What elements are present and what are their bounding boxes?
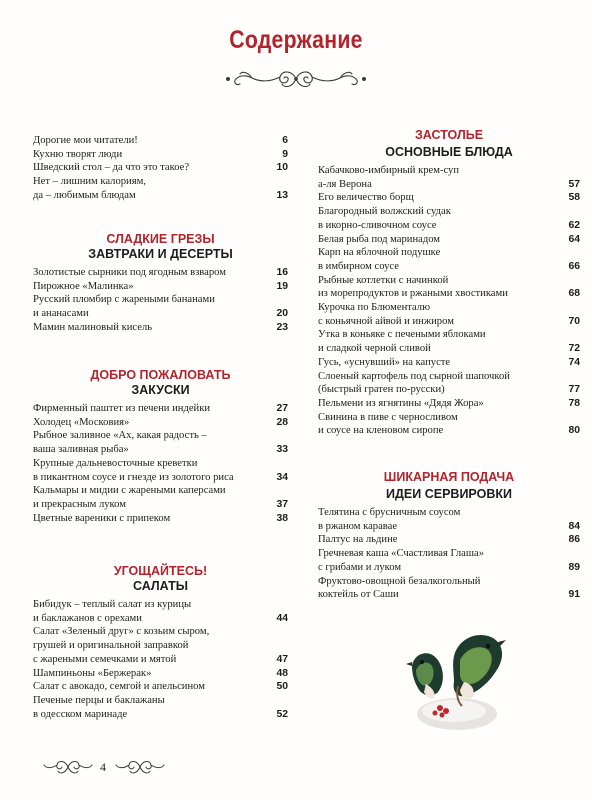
toc-entry[interactable]	[318, 506, 580, 533]
toc-entry-title-text: и соусе на кленовом сиропе	[318, 425, 444, 437]
toc-entry-title-line: Слоеный картофель под сырной шапочкой	[318, 370, 510, 382]
section-heading: ШИКАРНАЯ ПОДАЧА	[383, 470, 515, 484]
toc-entry-title-line: Кальмары и мидии с жареными каперсами	[33, 485, 226, 497]
toc-entry-page-number: 86	[568, 534, 580, 546]
toc-entry[interactable]	[33, 680, 288, 694]
toc-entry-title-line	[33, 680, 288, 694]
toc-entry-title-line	[318, 356, 580, 370]
toc-entry-page-number: 74	[568, 356, 580, 368]
toc-entry[interactable]	[33, 694, 288, 721]
toc-entry-title-line: Салат «Зеленый друг» с козьим сыром,	[33, 626, 210, 638]
toc-entry-title-line: Печеные перцы и баклажаны	[33, 694, 165, 706]
toc-entry[interactable]	[33, 266, 288, 280]
toc-entry[interactable]	[33, 457, 288, 484]
toc-entry[interactable]	[33, 148, 288, 162]
toc-entry-title-line	[33, 161, 288, 175]
toc-entry-title-line	[33, 471, 288, 485]
toc-entry[interactable]	[318, 301, 580, 328]
toc-entry-page-number: 57	[568, 178, 580, 190]
toc-entry-title-text: Шведский стол – да что это такое?	[33, 162, 190, 174]
toc-entry-title-text: коктейль от Саши	[318, 589, 399, 601]
toc-entry[interactable]	[318, 547, 580, 574]
toc-entry-title-line	[33, 402, 288, 416]
section-subheading: САЛАТЫ	[133, 579, 188, 593]
toc-entry-title-text: Палтус на льдине	[318, 534, 398, 546]
toc-entry-title-text: Дорогие мои читатели!	[33, 135, 138, 146]
toc-entry-title-line	[318, 383, 580, 397]
toc-entry-title-line	[318, 287, 580, 301]
toc-entry-title-line	[318, 315, 580, 329]
toc-entry-title-text: в ржаном каравае	[318, 520, 398, 532]
toc-entry[interactable]	[33, 625, 288, 666]
toc-entry-title-text: Гусь, «уснувший» на капусте	[318, 356, 451, 368]
toc-entry-title-text: и сладкой черной сливой	[318, 343, 431, 355]
toc-entry-title-line	[33, 512, 288, 526]
toc-entry-title-line: Благородный волжский судак	[318, 206, 451, 218]
toc-entry-page-number: 58	[568, 192, 580, 204]
toc-entry-title-line: Рыбное заливное «Ах, какая радость –	[33, 430, 207, 442]
toc-entry-title-text: Салат с авокадо, семгой и апельсином	[33, 681, 205, 693]
toc-entry[interactable]	[33, 667, 288, 681]
toc-entry-title-text: Кухню творят люди	[33, 148, 123, 160]
toc-entry-title-text: в одесском маринаде	[33, 708, 128, 720]
toc-entry-page-number: 27	[276, 403, 288, 414]
section-heading: ДОБРО ПОЖАЛОВАТЬ	[90, 368, 231, 382]
toc-entry-title-line: Карп на яблочной подушке	[318, 247, 441, 259]
toc-entry-title-line	[33, 443, 288, 457]
toc-entry[interactable]	[33, 161, 288, 175]
toc-entry-page-number: 6	[282, 135, 288, 146]
page-number: 4	[100, 760, 106, 774]
toc-entry-title-text: Фирменный паштет из печени индейки	[33, 403, 211, 414]
toc-entry-page-number: 20	[276, 308, 288, 320]
toc-entry-page-number: 64	[568, 233, 580, 245]
toc-entry-title-text: Мамин малиновый кисель	[33, 321, 153, 333]
toc-entry-title-text: Пирожное «Малинка»	[33, 280, 134, 292]
toc-entry-page-number: 84	[568, 520, 580, 532]
toc-entry-title-line	[33, 134, 288, 148]
toc-entry-title-line	[318, 561, 580, 575]
toc-entry-title-line	[33, 612, 288, 626]
toc-entry[interactable]	[33, 321, 288, 335]
toc-entry-page-number: 70	[568, 315, 580, 327]
toc-entry-page-number: 47	[276, 653, 288, 665]
toc-entry-title-line	[33, 307, 288, 321]
toc-entry[interactable]	[318, 274, 580, 301]
toc-entry-title-line	[318, 342, 580, 356]
toc-entry[interactable]	[33, 280, 288, 294]
toc-entry-title-text: Холодец «Московия»	[33, 416, 130, 428]
toc-entry-page-number: 34	[276, 471, 288, 483]
toc-entry[interactable]	[33, 598, 288, 625]
ornament-divider-icon	[222, 66, 370, 92]
toc-entry-title-line	[318, 424, 580, 438]
toc-entry-page-number: 62	[568, 219, 580, 231]
toc-entry-title-line: Свинина в пиве с черносливом	[318, 411, 458, 423]
section-heading: УГОЩАЙТЕСЬ!	[113, 564, 208, 578]
toc-entry-page-number: 23	[276, 321, 288, 333]
toc-entry[interactable]	[33, 402, 288, 416]
toc-entry-title-line: Утка в коньяке с печеными яблоками	[318, 329, 486, 341]
toc-entry-title-line	[33, 280, 288, 294]
toc-entry-page-number: 48	[276, 667, 288, 679]
section-subheading: ИДЕИ СЕРВИРОВКИ	[386, 487, 512, 501]
toc-entry-page-number: 19	[276, 280, 288, 292]
toc-entry-page-number: 44	[276, 612, 288, 624]
toc-entry-title-text: Шампиньоны «Бержерак»	[33, 667, 152, 679]
toc-entry[interactable]	[318, 233, 580, 247]
toc-entry-title-text: в имбирном соусе	[318, 260, 399, 272]
toc-entry-page-number: 80	[568, 425, 580, 437]
toc-entry-page-number: 78	[568, 397, 580, 409]
section-heading: ЗАСТОЛЬЕ	[414, 128, 484, 142]
toc-entry-page-number: 77	[568, 384, 580, 396]
toc-entry[interactable]	[318, 411, 580, 438]
toc-entry-title-text: ваша заливная рыба»	[33, 444, 129, 456]
toc-entry-title-line: Русский пломбир с жареными бананами	[33, 294, 215, 306]
toc-entry-page-number: 33	[276, 444, 288, 456]
toc-entry-page-number: 66	[568, 260, 580, 272]
toc-entry[interactable]	[318, 533, 580, 547]
toc-entry[interactable]	[318, 575, 580, 602]
toc-entry-page-number: 89	[568, 561, 580, 573]
toc-entry-title-line: Курочка по Блюменталю	[318, 302, 430, 313]
toc-entry-title-line: Нет – лишним калориям,	[33, 176, 146, 188]
toc-entry[interactable]	[33, 134, 288, 148]
ornament-right-icon	[112, 756, 168, 778]
toc-entry-title-text: с жареными семечками и мятой	[33, 653, 177, 665]
toc-entry[interactable]	[33, 293, 288, 320]
toc-entry[interactable]	[318, 205, 580, 232]
section-heading: СЛАДКИЕ ГРЕЗЫ	[106, 232, 215, 246]
toc-entry-title-text: в икорно-сливочном соусе	[318, 219, 437, 231]
toc-entry[interactable]	[33, 416, 288, 430]
toc-entry-title-text: и ананасами	[33, 308, 89, 320]
toc-entry-title-line	[318, 260, 580, 274]
toc-entry[interactable]	[33, 484, 288, 511]
toc-entry-page-number: 68	[568, 288, 580, 300]
toc-entry-title-text: из морепродуктов и ржаными хвостиками	[318, 288, 508, 300]
toc-entry[interactable]	[318, 246, 580, 273]
toc-entry-page-number: 16	[276, 267, 288, 278]
toc-entry-title-line: Кабачково-имбирный крем-суп	[318, 165, 460, 176]
toc-entry-page-number: 10	[276, 162, 288, 174]
toc-entry[interactable]	[318, 164, 580, 191]
toc-entry-title-line: Телятина с брусничным соусом	[318, 507, 461, 518]
toc-entry[interactable]	[318, 397, 580, 411]
toc-entry[interactable]	[318, 356, 580, 370]
toc-entry-page-number: 9	[282, 148, 288, 160]
toc-entry-title-line: Фруктово-овощной безалкогольный	[318, 575, 481, 587]
toc-entry-page-number: 50	[276, 681, 288, 693]
toc-entry-title-line	[33, 321, 288, 335]
toc-entry[interactable]	[33, 429, 288, 456]
toc-entry-title-line	[33, 416, 288, 430]
toc-entry-title-line	[318, 219, 580, 233]
toc-entry-title-text: (быстрый гратен по-русски)	[318, 384, 445, 396]
section-subheading: ОСНОВНЫЕ БЛЮДА	[385, 145, 513, 159]
section-subheading: ЗАКУСКИ	[131, 383, 190, 397]
toc-entry-title-line	[33, 189, 288, 203]
bird-figurine-illustration	[402, 626, 512, 736]
toc-entry[interactable]	[33, 175, 288, 202]
toc-entry-title-text: а-ля Верона	[318, 178, 372, 190]
toc-entry-title-line	[318, 233, 580, 247]
toc-entry-title-line	[33, 653, 288, 667]
toc-entry-title-text: да – любимым блюдам	[33, 189, 136, 201]
toc-entry-title-text: Белая рыба под маринадом	[318, 233, 441, 245]
toc-entry-title-line: грушей и оригинальной заправкой	[33, 640, 189, 652]
toc-entry-page-number: 91	[568, 589, 580, 601]
toc-entry-title-line	[33, 667, 288, 681]
toc-entry-title-line	[318, 520, 580, 534]
toc-entry-page-number: 13	[276, 189, 288, 201]
toc-entry-title-text: Его величество борщ	[318, 192, 414, 204]
toc-entry-title-line: Гречневая каша «Счастливая Глаша»	[318, 548, 485, 560]
toc-entry[interactable]	[318, 328, 580, 355]
toc-entry-title-text: с грибами и луком	[318, 561, 402, 573]
section-subheading: ЗАВТРАКИ И ДЕСЕРТЫ	[88, 247, 233, 261]
toc-entry-title-text: и прекрасным луком	[33, 498, 126, 510]
toc-entry-title-text: и баклажанов с орехами	[33, 612, 142, 624]
toc-entry-title-line	[33, 266, 288, 280]
toc-entry-page-number: 38	[276, 512, 288, 524]
toc-entry[interactable]	[318, 191, 580, 205]
toc-entry[interactable]	[33, 512, 288, 526]
toc-entry-title-text: в пикантном соусе и гнезде из золотого риса	[33, 471, 234, 483]
toc-entry-title-line	[33, 498, 288, 512]
toc-entry-title-line: Бибидук – теплый салат из курицы	[33, 599, 192, 610]
toc-entry[interactable]	[318, 370, 580, 397]
toc-entry-page-number: 52	[276, 708, 288, 720]
toc-entry-title-line	[318, 588, 580, 602]
toc-entry-title-text: Золотистые сырники под ягодным взваром	[33, 267, 226, 278]
toc-entry-title-text: Цветные вареники с припеком	[33, 512, 171, 524]
toc-entry-title-line	[33, 148, 288, 162]
page-title: Содержание	[229, 26, 363, 54]
toc-entry-title-text: с коньячной айвой и инжиром	[318, 315, 454, 327]
toc-entry-page-number: 72	[568, 343, 580, 355]
toc-entry-title-line: Рыбные котлетки с начинкой	[318, 274, 449, 286]
toc-entry-title-text: Пельмени из ягнятины «Дядя Жора»	[318, 397, 484, 409]
toc-entry-title-line	[33, 708, 288, 722]
toc-entry-page-number: 37	[276, 498, 288, 510]
toc-entry-title-line	[318, 178, 580, 192]
toc-entry-title-line	[318, 533, 580, 547]
toc-entry-title-line	[318, 397, 580, 411]
toc-entry-title-line	[318, 191, 580, 205]
toc-entry-page-number: 28	[276, 416, 288, 428]
toc-entry-title-line: Крупные дальневосточные креветки	[33, 457, 198, 469]
